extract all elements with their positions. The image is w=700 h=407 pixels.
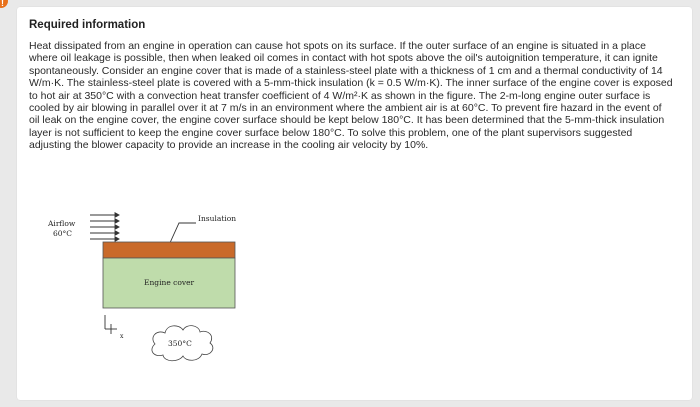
insulation-label: Insulation (198, 214, 237, 223)
x-axis-label: x (120, 333, 124, 340)
airflow-temp-label: 60°C (53, 229, 73, 238)
question-card (17, 7, 692, 400)
airflow-label: Airflow (48, 219, 76, 228)
hot-air-temp-label: 350°C (168, 339, 192, 348)
airflow-arrows-icon (90, 213, 119, 241)
engine-cover-label: Engine cover (144, 278, 195, 287)
section-heading: Required information (29, 19, 146, 31)
alert-badge: ! (0, 0, 8, 8)
engine-cover-figure (17, 7, 692, 400)
problem-paragraph: Heat dissipated from an engine in operation can cause hot spots on its surface. If the outer surface of an engine is situated in a place where oil leakage is possible, then when leaked oil comes in contact with hot spots above the oil's autoignition temperature, it can ignite spontaneously. Consider an engine cover that is made of a stainless-steel plate with a thickness of 1 cm and a thermal conductivity of 14 W/m·K. The stainless-steel plate is covered with a 5-mm-thick insulation (k = 0.5 W/m·K). The inner surface of the engine cover is exposed to hot air at 350°C with a convection heat transfer coefficient of 4 W/m²·K as shown in the figure. The 2-m-long engine outer surface is cooled by air blowing in parallel over it at 7 m/s in an environment where the ambient air is at 60°C. To prevent fire hazard in the event of oil leak on the engine cover, the engine cover surface should be kept below 180°C. It has been determined that the 5-mm-thick insulation layer is not sufficient to keep the engine cover surface below 180°C. To solve this problem, one of the plant supervisors suggested adjusting the blower capacity to provide an increase in the cooling air velocity by 10%. (29, 40, 673, 152)
coordinate-axes-icon (105, 315, 117, 334)
insulation-layer (103, 242, 235, 258)
